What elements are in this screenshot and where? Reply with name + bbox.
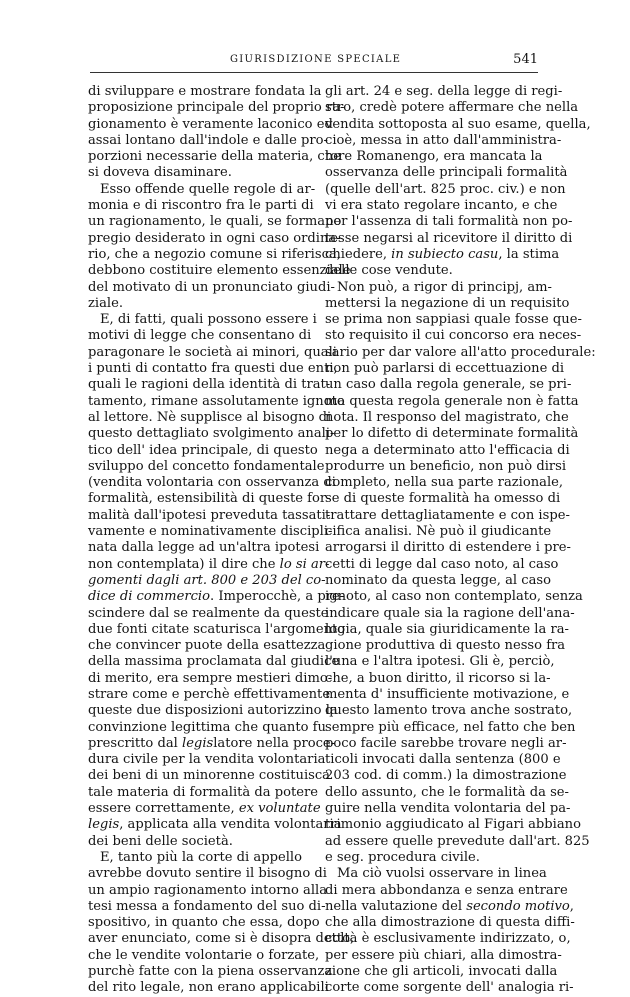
- text-line: indicare quale sia la ragione dell'ana-: [325, 605, 575, 621]
- text-line: un ampio ragionamento intorno alla: [88, 882, 328, 898]
- text-line: cifica analisi. Nè può il giudicante: [325, 524, 552, 540]
- text-line: dice di commercio. Imperocchè, a pre-: [88, 589, 345, 605]
- text-line: (vendita volontaria con osservanza di: [88, 475, 336, 491]
- text-line: un ragionamento, le quali, se formano: [88, 214, 342, 230]
- text-line: E, di fatti, quali possono essere i: [100, 312, 317, 328]
- text-line: coltà è esclusivamente indirizzato, o,: [325, 931, 571, 947]
- text-line: nota. Il responso del magistrato, che: [325, 409, 569, 425]
- text-line: dura civile per la vendita volontaria: [88, 752, 326, 768]
- text-line: al lettore. Nè supplisce al bisogno di: [88, 409, 332, 425]
- text-line: stro, credè potere affermare che nella: [325, 100, 579, 116]
- text-line: corte come sorgente dell' analogia ri-: [325, 980, 574, 996]
- text-line: legis, applicata alla vendita volontaria: [88, 817, 342, 833]
- text-line: pregio desiderato in ogni caso ordina-: [88, 230, 341, 246]
- text-line: di svilupparе e mostrare fondata la: [88, 84, 322, 99]
- text-line: che le vendite volontarie o forzate,: [88, 947, 320, 963]
- text-line: questo lamento trova anche sostrato,: [325, 703, 573, 719]
- page-number: 541: [513, 52, 538, 67]
- text-line: Non può, a rigor di principj, am-: [337, 279, 552, 295]
- text-line: paragonare le società ai minori, quali: [88, 344, 337, 360]
- text-line: chiedere, in subiecto casu, la stima: [325, 246, 560, 262]
- text-line: formalità, estensibilità di queste for-: [88, 491, 331, 507]
- text-line: proposizione principale del proprio ra-: [88, 100, 345, 116]
- text-line: scindere dal se realmente da queste: [88, 605, 329, 621]
- text-line: vi era stato regolare incanto, e che: [325, 198, 558, 214]
- text-line: porzioni necessarie della materia, che: [88, 149, 341, 165]
- text-line: E, tanto più la corte di appello: [100, 849, 302, 865]
- text-line: che convincer puote della esattezza: [88, 638, 326, 654]
- text-line: rio, che a negozio comune si riferisca,: [88, 246, 341, 262]
- text-line: gomenti dagli art. 800 e 203 del co-: [88, 572, 326, 588]
- text-line: tesi messa a fondamento del suo di-: [88, 898, 326, 914]
- text-line: che, a buon diritto, il ricorso si la-: [325, 670, 551, 686]
- text-line: monia e di riscontro fra le parti di: [88, 198, 314, 214]
- text-line: per lo difetto di determinate formalità: [325, 426, 579, 442]
- text-line: debbono costituire elemento essenziale: [88, 263, 351, 279]
- text-line: guire nella vendita volontaria del pa-: [325, 801, 571, 817]
- text-line: di merito, era sempre mestieri dimo-: [88, 670, 333, 686]
- text-line: due fonti citate scaturisca l'argomento: [88, 621, 346, 637]
- text-line: zione che gli articoli, invocati dalla: [325, 964, 558, 980]
- text-line: della massima proclamata dal giudice: [88, 654, 340, 670]
- text-line: non può parlarsi di eccettuazione di: [325, 361, 565, 377]
- left-text-column: [88, 84, 355, 997]
- text-line: nata dalla legge ad un'altra ipotesi: [88, 540, 320, 556]
- text-line: del motivato di un pronunciato giudi-: [88, 279, 335, 295]
- text-line: gione produttiva di questo nesso fra: [325, 638, 566, 654]
- text-line: cetti di legge dal caso noto, al caso: [325, 556, 559, 572]
- text-line: si doveva disaminare.: [88, 165, 232, 181]
- text-line: tale materia di formalità da potere: [88, 784, 318, 800]
- text-line: trattare dettagliatamente e con ispe-: [325, 507, 570, 523]
- text-line: essere correttamente, ex voluntate: [88, 801, 321, 817]
- text-line: strare come e perchè effettivamente: [88, 686, 331, 702]
- text-line: non contemplata) il dire che lo si ar-: [88, 556, 330, 572]
- text-line: spositivo, in quanto che essa, dopo: [88, 915, 320, 931]
- text-line: logia, quale sia giuridicamente la ra-: [325, 621, 569, 637]
- text-line: arrogarsi il diritto di estendere i pre-: [325, 540, 571, 556]
- text-line: nega a determinato atto l'efficacia di: [325, 442, 570, 458]
- text-line: menta d' insufficiente motivazione, e: [325, 686, 570, 702]
- text-line: sviluppo del concetto fondamentale: [88, 458, 325, 474]
- text-line: di mera abbondanza e senza entrare: [325, 882, 568, 898]
- text-line: poco facile sarebbe trovare negli ar-: [325, 735, 567, 751]
- text-line: i punti di contatto fra questi due enti,: [88, 361, 338, 377]
- text-line: e seg. procedura civile.: [325, 849, 480, 865]
- text-line: prescritto dal legislatore nella proce-: [88, 735, 336, 751]
- text-line: che alla dimostrazione di questa diffi-: [325, 915, 575, 931]
- text-line: queste due disposizioni autorizzino la: [88, 703, 338, 719]
- text-line: tico dell' idea principale, di questo: [88, 442, 318, 458]
- text-line: convinzione legittima che quanto fu: [88, 719, 326, 735]
- text-line: se di queste formalità ha omesso di: [325, 491, 561, 507]
- text-line: motivi di legge che consentano di: [88, 328, 312, 344]
- text-line: ignoto, al caso non contemplato, senza: [325, 589, 583, 605]
- text-line: sto requisito il cui concorso era neces-: [325, 328, 582, 344]
- text-line: gli art. 24 e seg. della legge di regi-: [325, 84, 563, 99]
- text-line: purchè fatte con la piena osservanza: [88, 964, 333, 980]
- text-line: nominato da questa legge, al caso: [325, 572, 552, 588]
- text-line: sempre più efficace, nel fatto che ben: [325, 719, 576, 735]
- text-line: cioè, messa in atto dall'amministra-: [325, 132, 562, 148]
- text-line: Ma ciò vuolsi osservare in linea: [337, 866, 547, 882]
- text-line: assai lontano dall'indole e dalle pro-: [88, 132, 328, 148]
- page-header: [90, 52, 538, 72]
- text-line: tesse negarsi al ricevitore il diritto di: [325, 230, 573, 246]
- text-line: gionamento è veramente laconico ed: [88, 116, 333, 132]
- text-line: per l'assenza di tali formalità non po-: [325, 214, 573, 230]
- right-text-column: [325, 84, 596, 997]
- text-line: se prima non sappiasi quale fosse que-: [325, 312, 582, 328]
- running-title: GIURISDIZIONE SPECIALE: [230, 54, 402, 65]
- text-line: 203 cod. di comm.) la dimostrazione: [325, 768, 567, 784]
- text-line: completo, nella sua parte razionale,: [325, 475, 564, 491]
- text-line: produrre un beneficio, non può dirsi: [325, 458, 567, 474]
- text-line: malità dall'ipotesi preveduta tassati-: [88, 507, 331, 523]
- text-line: aver enunciato, come si è disopra detto,: [88, 931, 355, 947]
- text-line: ad essere quelle prevedute dall'art. 825: [325, 833, 590, 849]
- text-line: vamente e nominativamente discipli-: [88, 524, 333, 540]
- text-line: ziale.: [88, 295, 123, 311]
- text-line: tamento, rimane assolutamente ignoto: [88, 393, 345, 409]
- text-line: vendita sottoposta al suo esame, quella,: [325, 116, 591, 132]
- text-line: questo dettagliato svolgimento anali-: [88, 426, 335, 442]
- text-line: dello assunto, che le formalità da se-: [325, 784, 569, 800]
- text-line: l'una e l'altra ipotesi. Gli è, perciò,: [325, 654, 555, 670]
- text-line: trimonio aggiudicato al Figari abbiano: [325, 817, 581, 833]
- text-line: (quelle dell'art. 825 proc. civ.) e non: [325, 181, 566, 197]
- text-line: sario per dar valore all'atto procedurale:: [325, 344, 596, 360]
- text-line: del rito legale, non erano applicabili: [88, 980, 329, 996]
- text-line: osservanza delle principali formalità: [325, 165, 568, 181]
- text-line: avrebbe dovuto sentire il bisogno di: [88, 866, 327, 882]
- text-line: nella valutazione del secondo motivo,: [325, 898, 574, 914]
- text-line: Esso offende quelle regole di ar-: [100, 181, 316, 197]
- text-line: per essere più chiari, alla dimostra-: [325, 947, 562, 963]
- text-line: tore Romanengo, era mancata la: [325, 149, 543, 165]
- text-line: mettersi la negazione di un requisito: [325, 295, 570, 311]
- text-line: dei beni di un minorenne costituisca: [88, 768, 330, 784]
- text-line: ma questa regola generale non è fatta: [325, 393, 579, 409]
- header-rule: [90, 72, 538, 73]
- text-line: un caso dalla regola generale, se pri-: [325, 377, 572, 393]
- text-line: dei beni delle società.: [88, 833, 233, 849]
- text-line: delle cose vendute.: [325, 263, 453, 279]
- text-line: ticoli invocati dalla sentenza (800 e: [325, 752, 561, 768]
- text-line: quali le ragioni della identità di trat-: [88, 377, 331, 393]
